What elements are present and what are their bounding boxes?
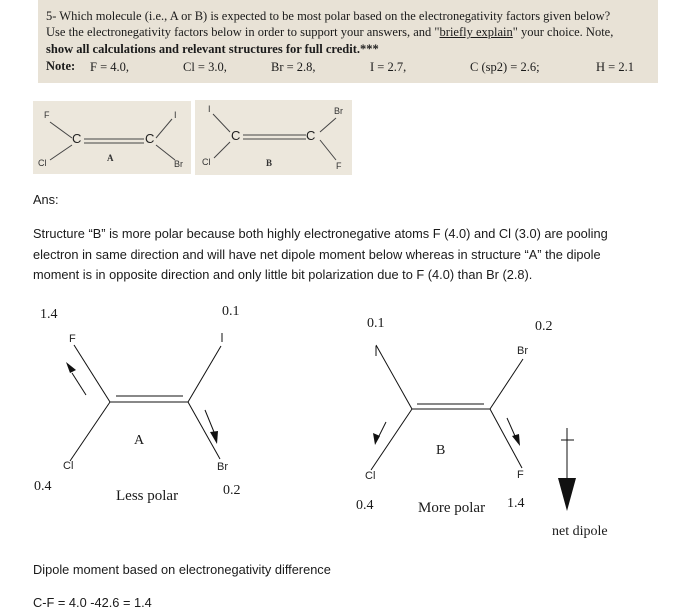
photo-b-cl-label: Cl — [202, 157, 211, 167]
a-i-value: 0.1 — [222, 304, 240, 319]
factor-f: F = 4.0, — [90, 60, 130, 74]
a-br-value: 0.2 — [223, 483, 241, 498]
answer-line-3: moment is in opposite direction and only little bit polarization due to F (4.0) than Br (2.8). — [33, 267, 533, 282]
factor-br: Br = 2.8, — [271, 60, 316, 74]
photo-b-label: B — [266, 158, 273, 168]
b-f-value: 1.4 — [507, 496, 525, 511]
net-dipole-label: net dipole — [552, 524, 608, 539]
photo-b-f-label: F — [336, 161, 342, 171]
factor-i: I = 2.7, — [370, 60, 407, 74]
a-cl-label: Cl — [63, 460, 74, 472]
a-cl-value: 0.4 — [34, 479, 52, 494]
footer-heading: Dipole moment based on electronegativity difference — [33, 562, 331, 577]
a-br-label: Br — [217, 461, 228, 473]
b-i-value: 0.1 — [367, 316, 385, 331]
answer-line-2: electron in same direction and will have net dipole moment below whereas in structure “A” the dipole — [33, 247, 601, 262]
photo-b-c1-label: C — [231, 128, 241, 143]
factor-h: H = 2.1 — [596, 60, 634, 74]
a-f-value: 1.4 — [40, 307, 58, 322]
b-cl-value: 0.4 — [356, 498, 374, 513]
question-line-3: show all calculations and relevant structures for full credit.*** — [46, 42, 379, 56]
b-label: B — [436, 443, 446, 458]
a-label: A — [134, 433, 145, 448]
photo-a-cl-label: Cl — [38, 158, 47, 168]
photo-a-br-label: Br — [174, 159, 183, 169]
answer-line-1: Structure “B” is more polar because both highly electronegative atoms F (4.0) and Cl (3.0) are pooling — [33, 226, 608, 241]
factor-cl: Cl = 3.0, — [183, 60, 227, 74]
photo-a-c2-label: C — [145, 131, 155, 146]
b-f-label: F — [517, 469, 524, 481]
b-br-value: 0.2 — [535, 319, 553, 334]
question-line-2: Use the electronegativity factors below in order to support your answers, and "briefly explain" your choice. Note, — [46, 25, 614, 39]
photo-a-label: A — [107, 153, 114, 163]
factor-c: C (sp2) = 2.6; — [470, 60, 540, 74]
photo-b-c2-label: C — [306, 128, 316, 143]
photo-a-c1-label: C — [72, 131, 82, 146]
b-caption: More polar — [418, 500, 486, 516]
a-caption: Less polar — [116, 488, 179, 504]
question-line-1: 5- Which molecule (i.e., A or B) is expected to be most polar based on the electronegativity factors given below? — [46, 9, 611, 23]
answer-label: Ans: — [33, 192, 59, 207]
note-label: Note: — [46, 59, 76, 73]
b-br-label: Br — [517, 345, 528, 357]
footer-calc-1: C-F = 4.0 -42.6 = 1.4 — [33, 595, 152, 610]
photo-b-i-label: I — [208, 104, 211, 114]
a-f-label: F — [69, 333, 76, 345]
b-cl-label: Cl — [365, 470, 376, 482]
photo-a-i-label: I — [174, 110, 177, 120]
photo-b-br-label: Br — [334, 106, 343, 116]
photo-a-f-label: F — [44, 110, 50, 120]
